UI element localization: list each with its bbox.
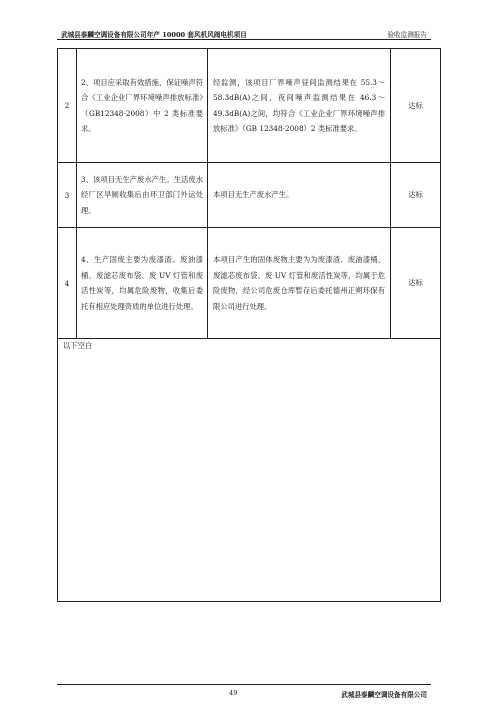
table-row: [58, 49, 441, 163]
conclusion-cell: 达标: [391, 228, 441, 339]
header-title: 武城县泰麟空调设备有限公司年产 10000 套风机风阀电机项目: [61, 31, 247, 39]
blank-note: 以下空白: [58, 339, 441, 602]
row-number: 3: [58, 163, 77, 228]
acceptance-table: [57, 48, 441, 602]
conclusion-cell: 达标: [391, 49, 441, 163]
row-number: 2: [58, 49, 77, 163]
footer-divider: [57, 684, 431, 685]
table-row: [58, 163, 441, 228]
row-number: 4: [58, 228, 77, 339]
requirement-cell: 2、项目应采取有效措施，保证噪声符合《工业企业厂界环境噪声排放标准》（GB12348-2008）中 2 类标准要求。: [77, 49, 208, 163]
result-cell: 经监测，该项目厂界噪声昼间监测结果在 55.3～58.3dB(A)之间，夜间噪声监测结果在 46.3～49.3dB(A)之间，均符合《工业企业厂界环境噪声排放标准》（GB 12348-2008）2 类标准要求。: [208, 49, 391, 163]
blank-row: [58, 339, 441, 602]
page-number: 49: [229, 689, 238, 697]
result-cell: 本项目产生的固体废物主要为为废漆渣、废油漆桶、废滤芯废布袋、废 UV 灯管和废活性炭等，均属于危险废物，经公司危废仓库暂存后委托德州正朔环保有限公司进行处理。: [208, 228, 391, 339]
requirement-cell: 3、该项目无生产废水产生。生活废水经厂区旱厕收集后由环卫部门外运处理。: [77, 163, 208, 228]
footer-company: 武城县泰麟空调设备有限公司: [341, 691, 427, 699]
header-divider: [57, 39, 431, 40]
table-row: [58, 228, 441, 339]
header-report-type: 验收监测报告: [387, 31, 427, 39]
result-cell: 本项目无生产废水产生。: [208, 163, 391, 228]
conclusion-cell: 达标: [391, 163, 441, 228]
requirement-cell: 4、生产固废主要为废漆渣、废油漆桶、废滤芯废布袋、废 UV 灯管和废活性炭等，均属危险废物，收集后委托有相应处理资质的单位进行处理。: [77, 228, 208, 339]
